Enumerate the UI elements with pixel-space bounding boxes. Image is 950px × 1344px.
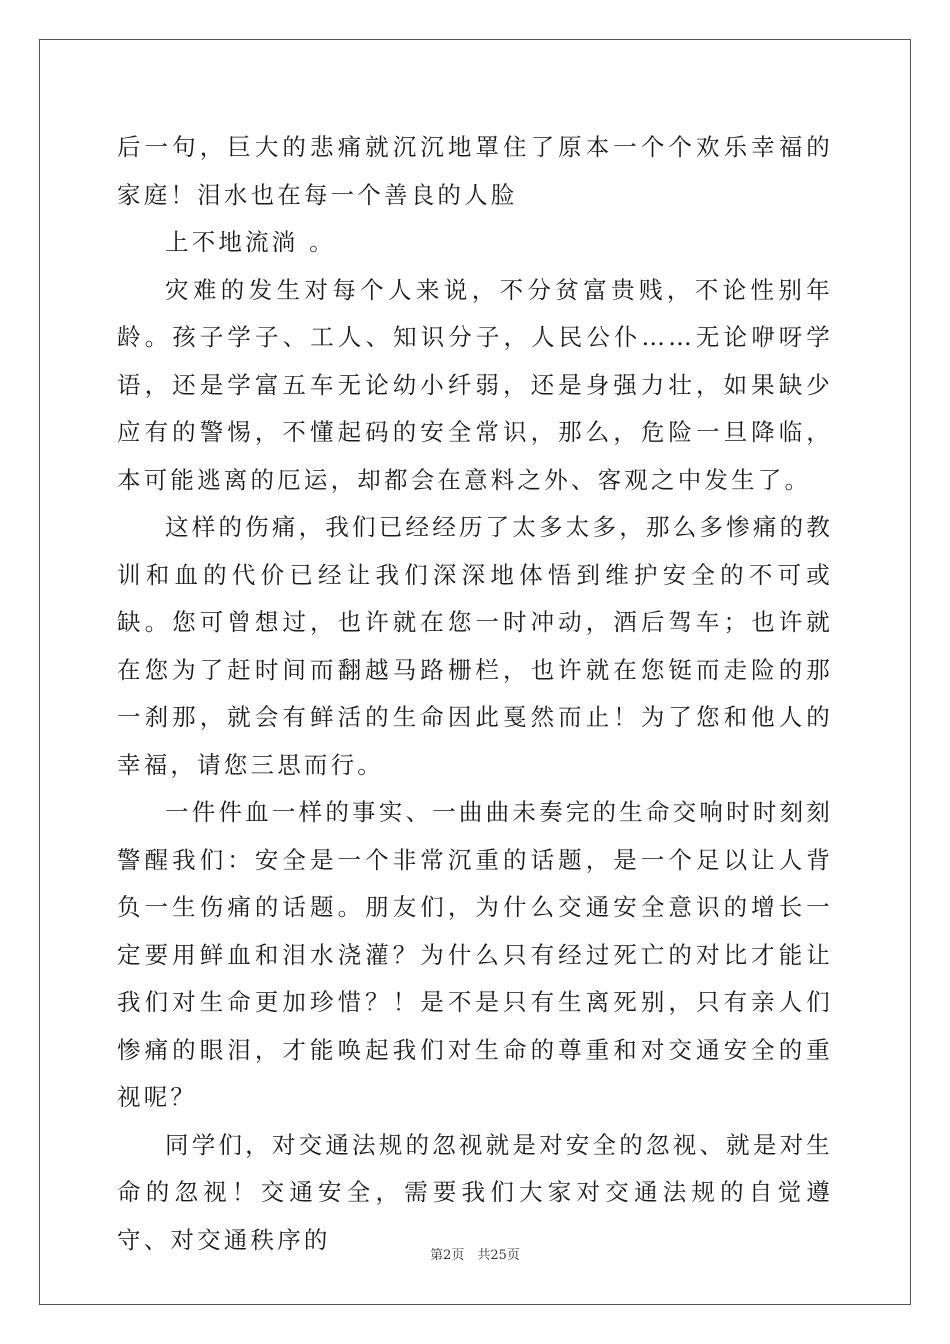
paragraph: 灾难的发生对每个人来说，不分贫富贵贱，不论性别年龄。孩子学子、工人、知识分子，人民公仆……无论咿呀学语，还是学富五车无论幼小纤弱，还是身强力壮，如果缺少应有的警惕，不懂起码的安全常识，那么，危险一旦降临，本可能逃离的厄运，却都会在意料之外、客观之中发生了。 (117, 275, 833, 494)
paragraph: 一件件血一样的事实、一曲曲未奏完的生命交响时时刻刻警醒我们：安全是一个非常沉重的话题，是一个足以让人背负一生伤痛的话题。朋友们，为什么交通安全意识的增长一定要用鲜血和泪水浇灌？为什么只有经过死亡的对比才能让我们对生命更加珍惜？！是不是只有生离死别，只有亲人们惨痛的眼泪，才能唤起我们对生命的尊重和对交通安全的重视呢？ (117, 798, 833, 1111)
paragraph: 这样的伤痛，我们已经经历了太多太多，那么多惨痛的教训和血的代价已经让我们深深地体悟到维护安全的不可或缺。您可曾想过，也许就在您一时冲动，酒后驾车；也许就在您为了赶时间而翻越马路栅栏，也许就在您铤而走险的那一刹那，就会有鲜活的生命因此戛然而止！为了您和他人的幸福，请您三思而行。 (117, 513, 833, 779)
paragraph: 上不地流淌 。 (165, 228, 336, 256)
page-number-footer: 第2页 共25页 (430, 1248, 520, 1263)
paragraph-continuation: 后一句，巨大的悲痛就沉沉地罩住了原本一个个欢乐幸福的家庭！泪水也在每一个善良的人脸 (117, 133, 833, 209)
document-body (117, 124, 833, 1264)
paragraph: 同学们，对交通法规的忽视就是对安全的忽视、就是对生命的忽视！交通安全，需要我们大家对交通法规的自觉遵守、对交通秩序的 (117, 1130, 833, 1254)
